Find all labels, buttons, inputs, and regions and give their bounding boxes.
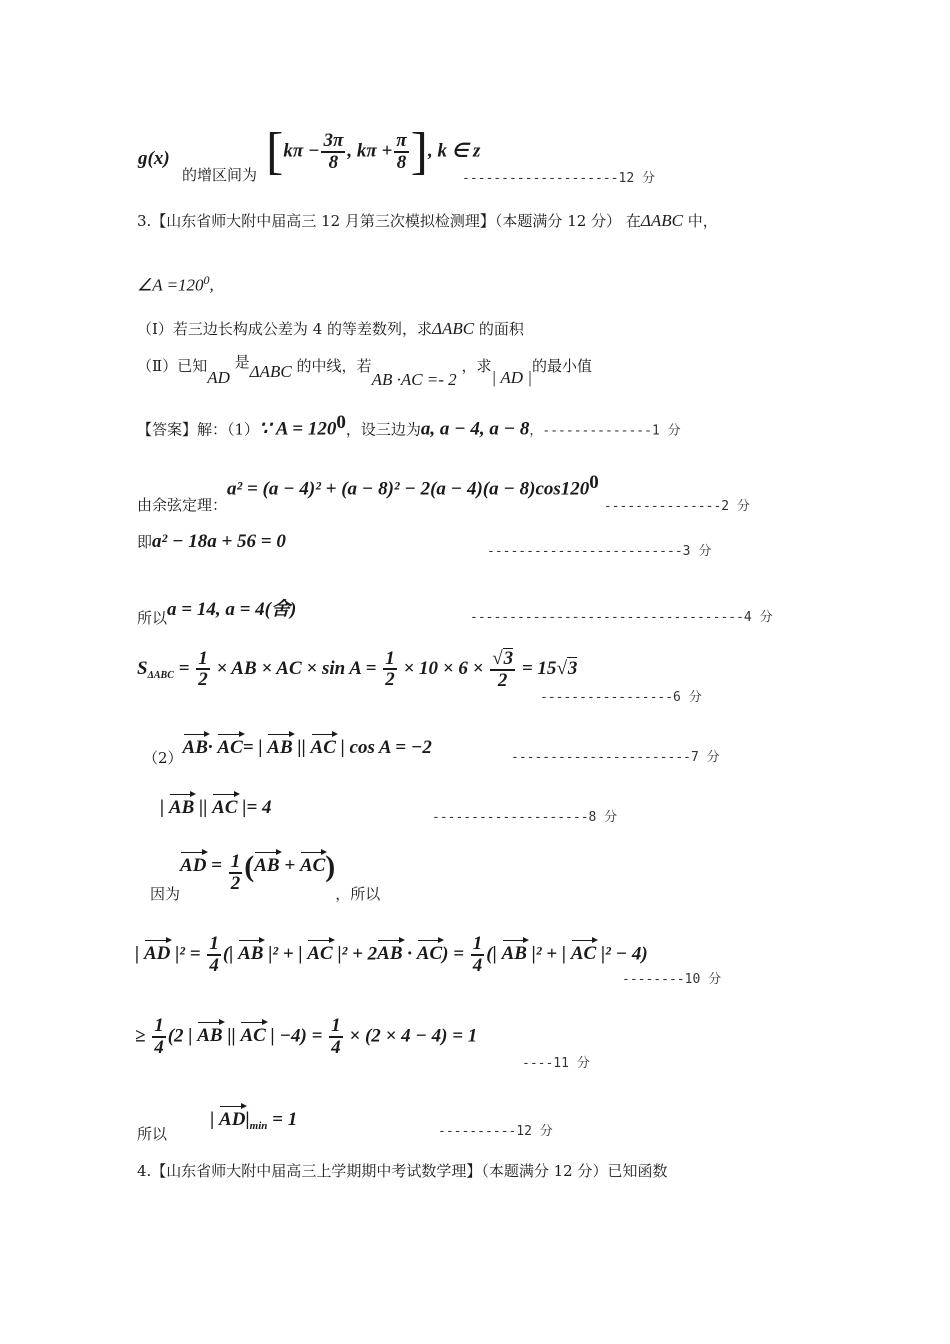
score-3: -------------------------3 分 (487, 544, 712, 559)
answer-step-7: | AB || AC |= 4 (160, 792, 272, 819)
interval-label: 的增区间为 (182, 166, 258, 184)
answer-step-2: 由余弦定理：$a^2 = (a - 4)^2 + (a - 8)^2 - 2(a - 4)(a - 8)\cos 120^0$ $_{---------------2 分}$ (137, 472, 750, 515)
score-11: ----11 分 (522, 1056, 590, 1071)
answer-step-11: 所以 | $AD|_{min} = 1$ (137, 1104, 297, 1132)
score-12-b: ----------12 分 (438, 1124, 553, 1139)
frac-3pi-8: $\frac{3\pi}{8}$ (323, 130, 344, 173)
problem-3-header: 3.【山东省师大附中届高三 12 月第三次模拟检测理】（本题满分 12 分） 在ΔABC 中， (137, 211, 718, 230)
score-6: -----------------6 分 (540, 690, 702, 705)
answer-step-8: 因为AD = $\frac{1}{2}$ (AB + AC)，所以 (150, 849, 381, 904)
answer-step-6: （2）AB· AC= | AB || AC | cos A = −2 (143, 732, 432, 759)
part-1-question: （Ⅰ）若三边长构成公差为 4 的等差数列，求ΔABC 的面积 (137, 319, 524, 338)
score-7: -----------------------7 分 (511, 750, 720, 765)
score-4: -----------------------------------4 分 (470, 610, 773, 625)
answer-step-9: | AD |² = $\frac{1}{4}$ (| AB |² + | AC |² + 2AB · AC) = $\frac{1}{4}$ (| AB |² + | AC |² − 4) (135, 933, 648, 976)
answer-step-10: ≥ $\frac{1}{4}$ (2 | AB || AC | −4) = $\frac{1}{4}$ × (2 × 4 − 4) = 1 (135, 1015, 478, 1058)
score-12-a: --------------------12 分 (462, 171, 656, 186)
angle-a-condition: ∠A $=120^0$, (137, 273, 214, 295)
g-of-x: g(x) (138, 148, 170, 169)
answer-step-1: 【答案】解：（1）∵ $A = 120^0$，设三边为a, a − 4, a − 8，--------------1 分 (137, 412, 681, 440)
answer-step-3: 即a² − 18a + 56 = 0 (137, 531, 286, 552)
score-10: --------10 分 (622, 972, 722, 987)
answer-step-4: 所以a = 14, a = 4(舍) (137, 599, 297, 627)
score-8: --------------------8 分 (432, 810, 618, 825)
problem-4-header: 4.【山东省师大附中届高三上学期期中考试数学理】（本题满分 12 分）已知函数 (137, 1162, 668, 1180)
part-2-question: （Ⅱ）已知AD 是ΔABC 的中线，若AB ·AC =- 2 ，求| AD |的最小值 (137, 353, 593, 389)
answer-step-5-area: $S_{\Delta ABC}$ = $\frac{1}{2}$ × AB × AC × sin A = $\frac{1}{2}$ × 10 × 6 × $\frac{√3}{2}$ = 15√3 (137, 647, 578, 691)
interval-expression: [kπ − $\frac{3\pi}{8}$ , kπ + $\frac{\pi}{8}$ ], k ∈ z (266, 123, 481, 180)
frac-pi-8: $\frac{\pi}{8}$ (396, 130, 407, 173)
